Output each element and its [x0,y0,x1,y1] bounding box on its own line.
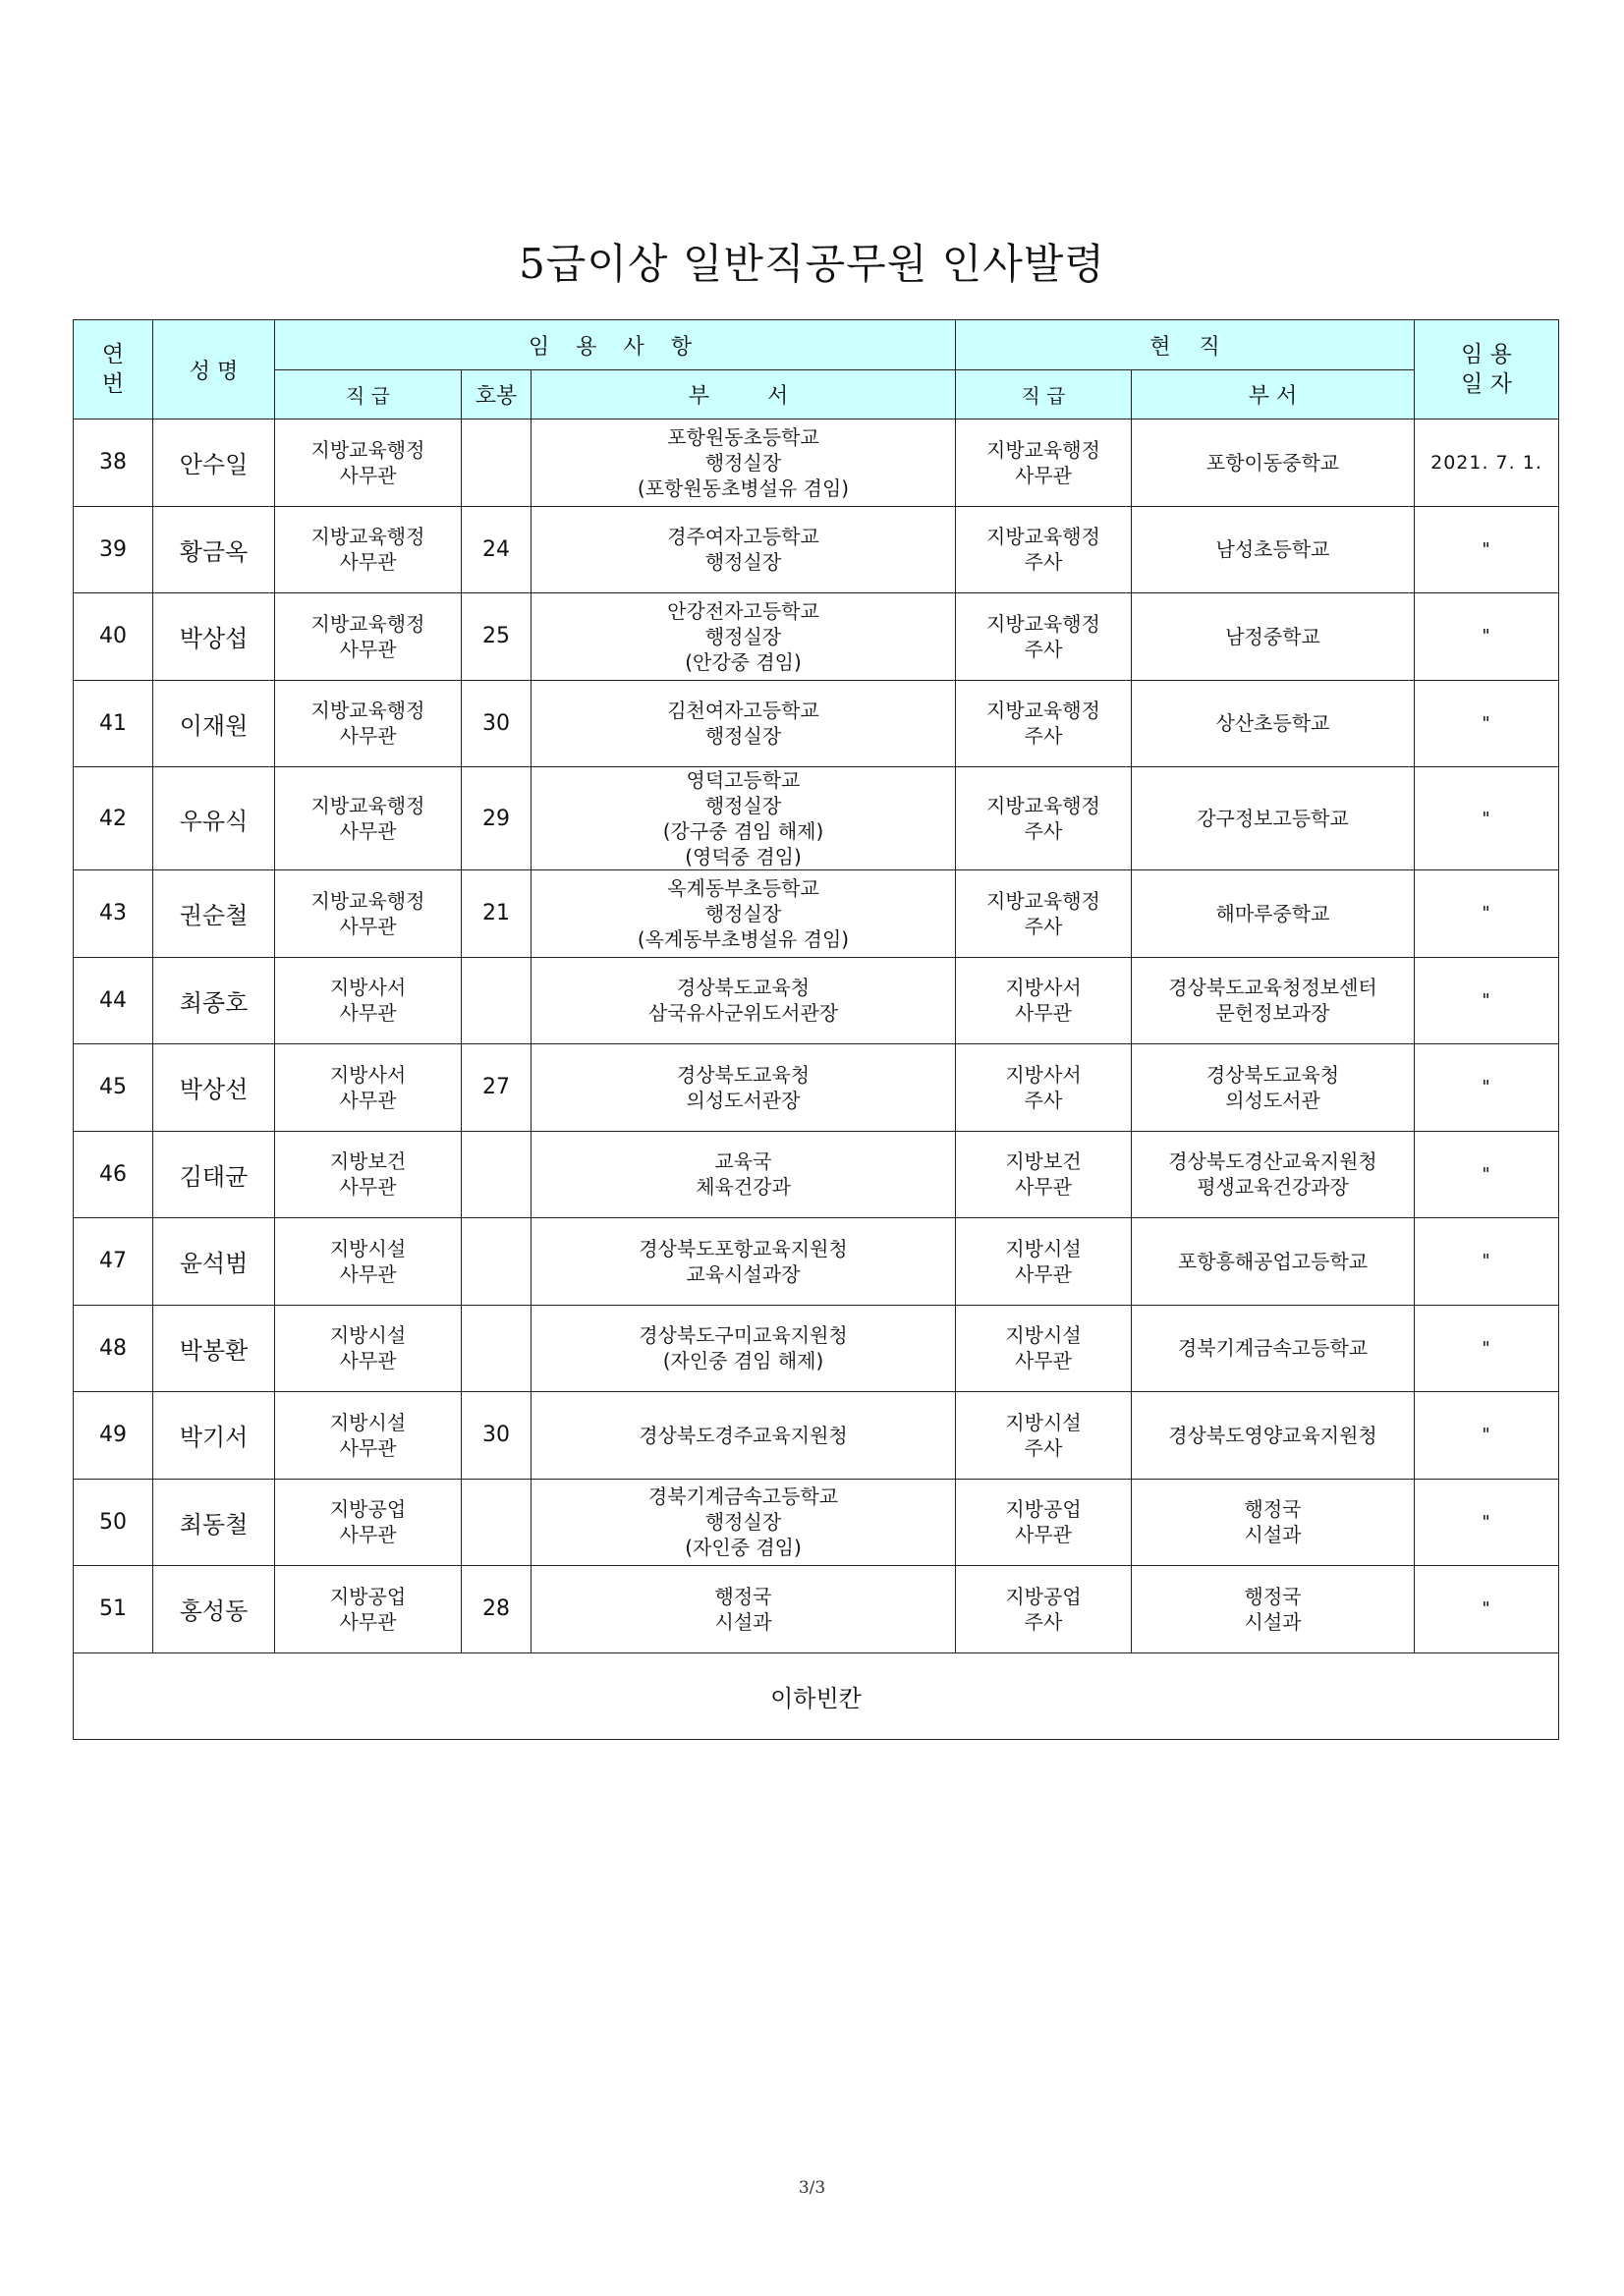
appointment-date: " [1415,506,1559,593]
appointment-date: " [1415,1566,1559,1653]
new-grade: 지방사서 사무관 [275,957,462,1044]
employee-name: 황금옥 [153,506,275,593]
current-grade: 지방공업 사무관 [956,1479,1132,1566]
table-row [74,1305,1559,1392]
current-grade: 지방교육행정 사무관 [956,420,1132,507]
new-department: 김천여자고등학교 행정실장 [532,680,956,767]
pay-step [462,1218,532,1306]
new-department: 옥계동부초등학교 행정실장 (옥계동부초병설유 겸임) [532,870,956,958]
new-department: 경주여자고등학교 행정실장 [532,506,956,593]
employee-name: 안수일 [153,420,275,507]
current-grade: 지방사서 사무관 [956,957,1132,1044]
row-number: 50 [74,1479,153,1566]
appointment-date: " [1415,1479,1559,1566]
pay-step [462,1479,532,1566]
current-department: 상산초등학교 [1132,680,1415,767]
current-department: 해마루중학교 [1132,870,1415,958]
table-row [74,1131,1559,1218]
employee-name: 최동철 [153,1479,275,1566]
employee-name: 박봉환 [153,1305,275,1392]
appointment-date: " [1415,680,1559,767]
pay-step [462,420,532,507]
new-department: 경상북도구미교육지원청 (자인중 겸임 해제) [532,1305,956,1392]
header-current: 현 직 [956,320,1415,370]
table-row [74,1044,1559,1132]
new-grade: 지방보건 사무관 [275,1131,462,1218]
header-name: 성 명 [153,320,275,420]
new-department: 안강전자고등학교 행정실장 (안강중 겸임) [532,593,956,681]
table-row [74,870,1559,958]
appointment-date: 2021. 7. 1. [1415,420,1559,507]
table-row [74,1566,1559,1653]
header-appointment: 임 용 사 항 [275,320,956,370]
row-number: 45 [74,1044,153,1132]
current-department: 행정국 시설과 [1132,1566,1415,1653]
employee-name: 박상선 [153,1044,275,1132]
page-number: 3/3 [798,2178,826,2198]
row-number: 42 [74,767,153,870]
header-dept: 부 서 [532,370,956,420]
appointment-date: " [1415,1218,1559,1306]
header-cur-dept: 부 서 [1132,370,1415,420]
row-number: 51 [74,1566,153,1653]
header-grade: 직 급 [275,370,462,420]
row-number: 40 [74,593,153,681]
row-number: 49 [74,1392,153,1480]
new-department: 경상북도교육청 의성도서관장 [532,1044,956,1132]
row-number: 39 [74,506,153,593]
current-department: 경북기계금속고등학교 [1132,1305,1415,1392]
employee-name: 윤석범 [153,1218,275,1306]
pay-step: 30 [462,680,532,767]
current-grade: 지방보건 사무관 [956,1131,1132,1218]
pay-step: 28 [462,1566,532,1653]
new-department: 경북기계금속고등학교 행정실장 (자인중 겸임) [532,1479,956,1566]
new-department: 경상북도포항교육지원청 교육시설과장 [532,1218,956,1306]
new-grade: 지방시설 사무관 [275,1392,462,1480]
header-cur-grade: 직 급 [956,370,1132,420]
new-grade: 지방공업 사무관 [275,1566,462,1653]
table-row [74,1218,1559,1306]
current-department: 강구정보고등학교 [1132,767,1415,870]
new-grade: 지방교육행정 사무관 [275,593,462,681]
employee-name: 우유식 [153,767,275,870]
table-row [74,593,1559,681]
row-number: 44 [74,957,153,1044]
new-department: 교육국 체육건강과 [532,1131,956,1218]
new-grade: 지방교육행정 사무관 [275,870,462,958]
new-department: 경상북도교육청 삼국유사군위도서관장 [532,957,956,1044]
current-grade: 지방시설 사무관 [956,1218,1132,1306]
current-department: 경상북도영양교육지원청 [1132,1392,1415,1480]
employee-name: 홍성동 [153,1566,275,1653]
header-step: 호봉 [462,370,532,420]
pay-step: 29 [462,767,532,870]
employee-name: 김태균 [153,1131,275,1218]
personnel-table [73,319,1559,1740]
employee-name: 이재원 [153,680,275,767]
table-row [74,1479,1559,1566]
pay-step [462,1305,532,1392]
appointment-date: " [1415,593,1559,681]
pay-step: 30 [462,1392,532,1480]
appointment-date: " [1415,1044,1559,1132]
pay-step [462,957,532,1044]
new-grade: 지방공업 사무관 [275,1479,462,1566]
current-department: 경상북도교육청 의성도서관 [1132,1044,1415,1132]
appointment-date: " [1415,1305,1559,1392]
appointment-date: " [1415,1392,1559,1480]
current-department: 행정국 시설과 [1132,1479,1415,1566]
table-row [74,767,1559,870]
current-grade: 지방교육행정 주사 [956,506,1132,593]
current-department: 포항흥해공업고등학교 [1132,1218,1415,1306]
new-grade: 지방사서 사무관 [275,1044,462,1132]
table-row [74,680,1559,767]
appointment-date: " [1415,767,1559,870]
current-department: 경상북도경산교육지원청 평생교육건강과장 [1132,1131,1415,1218]
current-grade: 지방사서 주사 [956,1044,1132,1132]
table-row [74,506,1559,593]
current-grade: 지방교육행정 주사 [956,680,1132,767]
pay-step: 25 [462,593,532,681]
current-grade: 지방교육행정 주사 [956,593,1132,681]
new-grade: 지방시설 사무관 [275,1305,462,1392]
employee-name: 권순철 [153,870,275,958]
appointment-date: " [1415,870,1559,958]
page-title: 5급이상 일반직공무원 인사발령 [519,240,1105,288]
new-department: 포항원동초등학교 행정실장 (포항원동초병설유 겸임) [532,420,956,507]
new-department: 행정국 시설과 [532,1566,956,1653]
new-grade: 지방교육행정 사무관 [275,506,462,593]
header-no: 연 번 [74,320,153,420]
new-grade: 지방교육행정 사무관 [275,680,462,767]
new-grade: 지방교육행정 사무관 [275,767,462,870]
current-department: 포항이동중학교 [1132,420,1415,507]
current-grade: 지방시설 사무관 [956,1305,1132,1392]
table-row [74,420,1559,507]
new-department: 경상북도경주교육지원청 [532,1392,956,1480]
pay-step [462,1131,532,1218]
new-grade: 지방교육행정 사무관 [275,420,462,507]
new-department: 영덕고등학교 행정실장 (강구중 겸임 해제) (영덕중 겸임) [532,767,956,870]
row-number: 43 [74,870,153,958]
appointment-date: " [1415,957,1559,1044]
employee-name: 박상섭 [153,593,275,681]
current-grade: 지방교육행정 주사 [956,870,1132,958]
pay-step: 27 [462,1044,532,1132]
row-number: 47 [74,1218,153,1306]
row-number: 41 [74,680,153,767]
current-grade: 지방공업 주사 [956,1566,1132,1653]
row-number: 38 [74,420,153,507]
pay-step: 21 [462,870,532,958]
current-grade: 지방시설 주사 [956,1392,1132,1480]
header-date: 임 용 일 자 [1415,320,1559,420]
row-number: 48 [74,1305,153,1392]
employee-name: 박기서 [153,1392,275,1480]
employee-name: 최종호 [153,957,275,1044]
row-number: 46 [74,1131,153,1218]
pay-step: 24 [462,506,532,593]
current-grade: 지방교육행정 주사 [956,767,1132,870]
current-department: 남성초등학교 [1132,506,1415,593]
new-grade: 지방시설 사무관 [275,1218,462,1306]
end-note: 이하빈칸 [74,1652,1559,1739]
current-department: 경상북도교육청정보센터 문헌정보과장 [1132,957,1415,1044]
current-department: 남정중학교 [1132,593,1415,681]
appointment-date: " [1415,1131,1559,1218]
table-row [74,957,1559,1044]
table-row [74,1392,1559,1480]
